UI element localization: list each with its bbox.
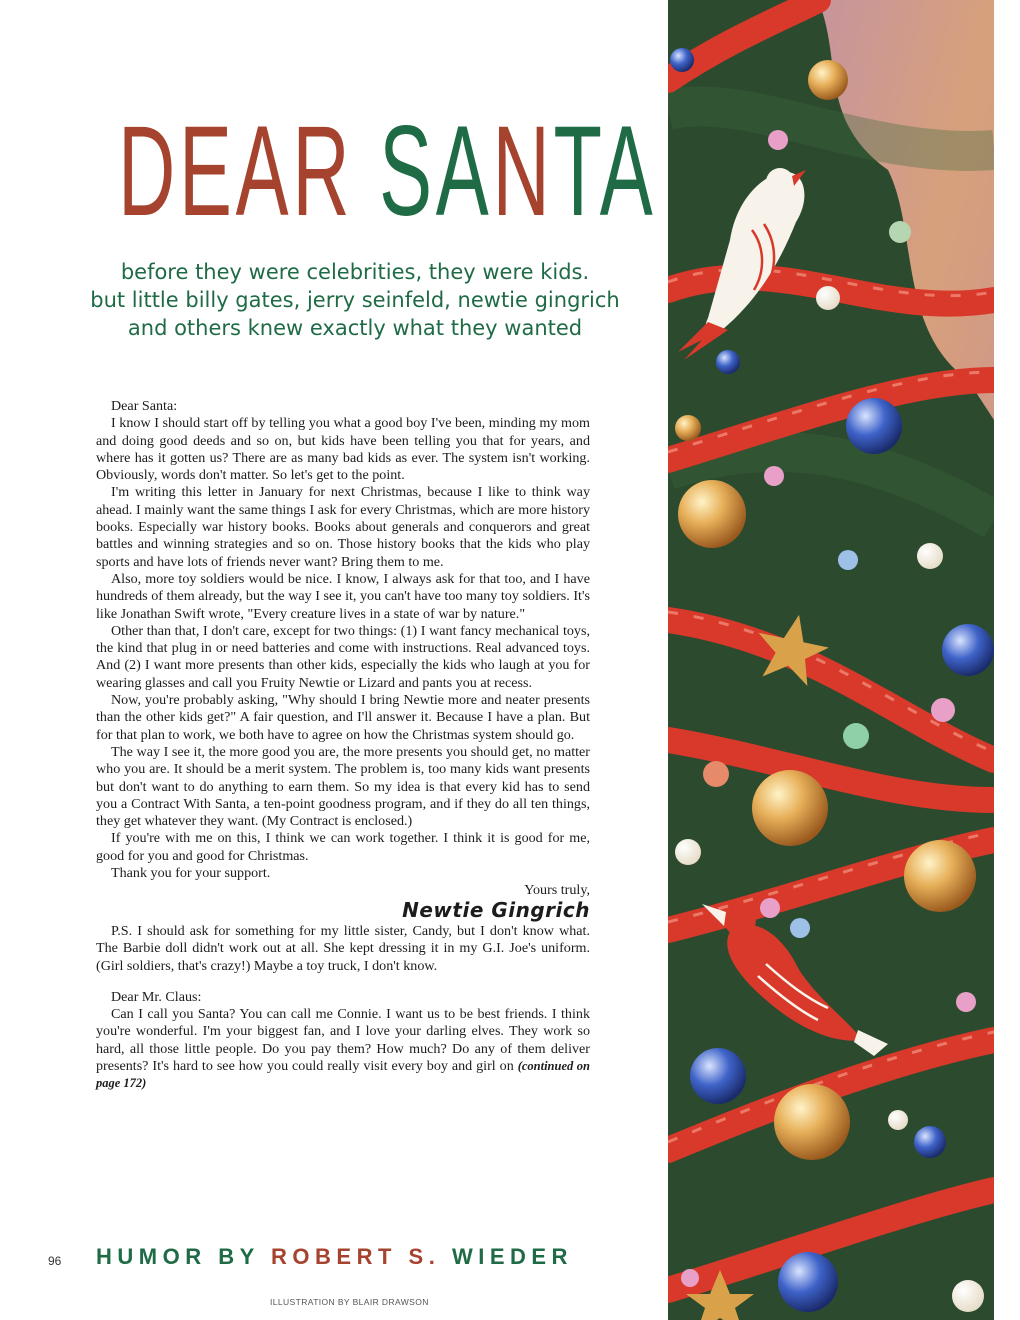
byline-humor: HUMOR BY [96, 1244, 260, 1269]
letter-closing: Yours truly, [524, 882, 590, 899]
postscript: P.S. I should ask for something for my little sister, Candy, but I don't know what. The Barbie doll didn't work out at all. She kept dressing it in my G.I. Joe's uniform. (Girl soldiers, that's crazy!) Maybe a toy truck, I don't know. [96, 922, 590, 974]
letter-paragraph: The way I see it, the more good you are, the more presents you should get, no matter who you are. It should be a merit system. The problem is, too many kids want presents but don't want to do anything to earn them. So my idea is that every kid has to send you a Contract With Santa, a ten-point goodness program, and if they do all ten things, they get whatever they want. (My Contract is enclosed.) [96, 743, 590, 830]
letter-paragraph: If you're with me on this, I think we can work together. I think it is good for me, good for you and good for Christmas. [96, 830, 590, 864]
byline-name: ROBERT S. [271, 1244, 441, 1269]
page-number: 96 [48, 1254, 62, 1268]
letter-paragraph: I'm writing this letter in January for next Christmas, because I like to think way ahead. I mainly want the same things I ask for every Christmas, which are more history books. Especially war history books. Books about generals and conquerors and great battles and winning strategies and so on. Those history books that the kids who play sports and have lots of friends never want? Bring them to me. [96, 484, 590, 570]
deck-line: but little billy gates, jerry seinfeld, newtie gingrich [90, 288, 620, 312]
byline-surname: WIEDER [451, 1244, 573, 1269]
headline-n: N [492, 100, 554, 243]
byline [96, 1244, 596, 1274]
letter-paragraph: Also, more toy soldiers would be nice. I know, I always ask for that too, and I have hundreds of them already, but the way I see it, you can't have too many toy soldiers. It's like Jonathan Swift wrote, "Every creature lives in a state of war by nature." [96, 570, 590, 622]
letter-text: Can I call you Santa? You can call me Connie. I want us to be best friends. I think you're wonderful. I'm your biggest fan, and I love your darling elves. They work so hard, all those little people. Do you pay them? How much? Do any of them deliver presents? It's hard to see how you could really visit every boy and girl on [96, 1006, 590, 1074]
letter-paragraph: Other than that, I don't care, except for two things: (1) I want fancy mechanical toys, the kind that plug in or need batteries and come with instructions. Real advanced toys. And (2) I want more presents than other kids, especially the kids who laugh at you for wearing glasses and call you Fruity Newtie or Lizard and pants you at recess. [96, 622, 590, 691]
headline-ta: TA [553, 100, 657, 243]
christmas-tree-illustration [668, 0, 994, 1320]
page-margin [994, 0, 1020, 1320]
headline-sa: SA [379, 100, 493, 243]
subtitle-deck [60, 258, 650, 342]
illustration-credit: ILLUSTRATION BY BLAIR DRAWSON [270, 1297, 429, 1307]
signature: Newtie Gingrich [402, 897, 590, 922]
headline-title [118, 92, 657, 252]
deck-line: before they were celebrities, they were kids. [120, 260, 590, 284]
letter-paragraph: I know I should start off by telling you what a good boy I've been, minding my mom and doing good deeds and so on, but kids have been telling you that for years, and where has it gotten us? There are as many bad kids as ever. The system isn't working. Obviously, words don't matter. So let's get to the point. [96, 415, 590, 484]
continued-note: (continued on page 172) [96, 1058, 590, 1091]
letter-paragraph [96, 1006, 590, 1092]
letter-paragraph: Now, you're probably asking, "Why should I bring Newtie more and neater presents than the other kids get?" A fair question, and I'll answer it. Because I have a plan. But for that plan to work, we both have to agree on how the Christmas system should go. [96, 692, 590, 743]
headline-dear: DEAR [118, 100, 354, 243]
letter-paragraph: Thank you for your support. [111, 865, 271, 882]
letter-salutation: Dear Mr. Claus: [111, 988, 202, 1005]
article-body [96, 398, 590, 1093]
deck-line: and others knew exactly what they wanted [127, 316, 583, 340]
letter-salutation: Dear Santa: [111, 398, 178, 414]
